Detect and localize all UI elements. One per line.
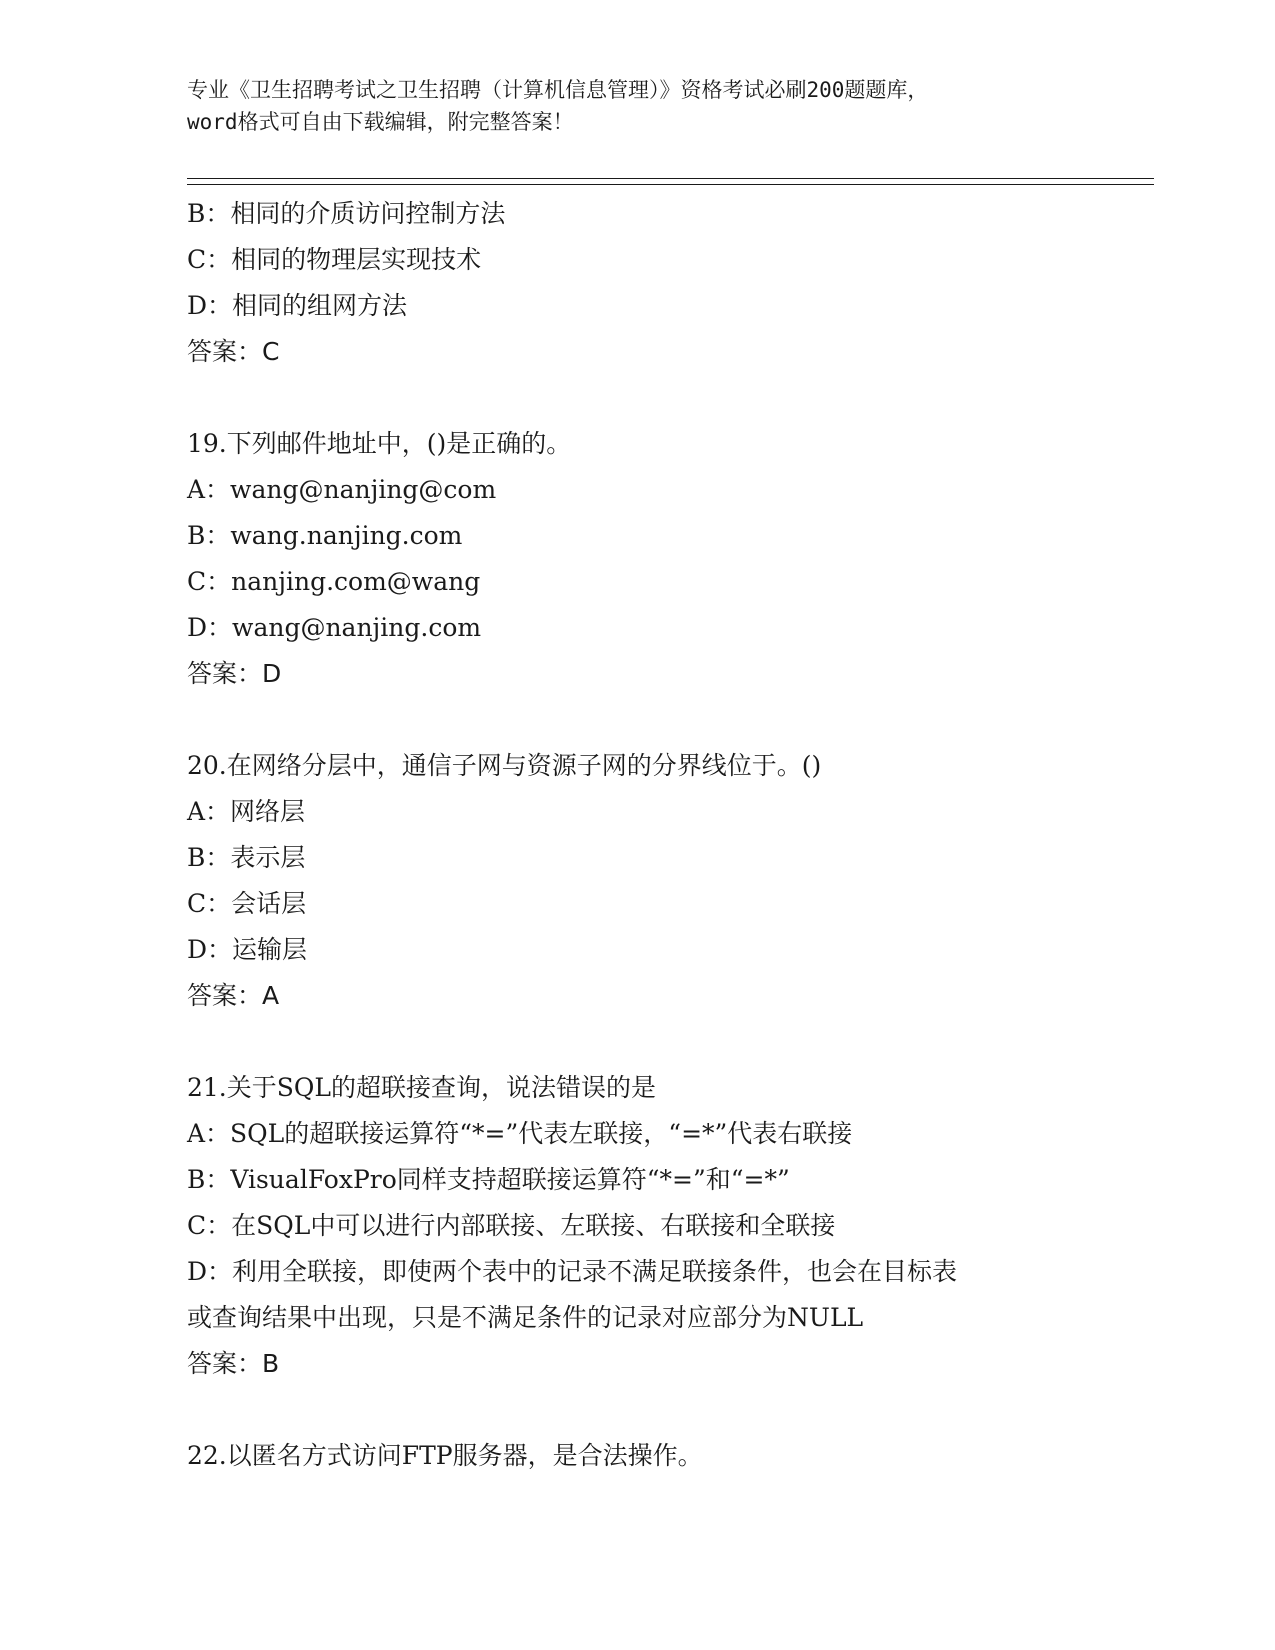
q18-option-d: D：相同的组网方法	[187, 291, 408, 320]
spacer	[187, 697, 1087, 743]
q20-option-b: B：表示层	[187, 843, 306, 872]
q19-option-d: D：wang@nanjing.com	[187, 613, 482, 642]
q21-option-d-line-1: D：利用全联接，即使两个表中的记录不满足联接条件，也会在目标表	[187, 1257, 958, 1286]
q21-option-d-line-2: 或查询结果中出现，只是不满足条件的记录对应部分为NULL	[187, 1303, 864, 1332]
q21-question: 21.关于SQL的超联接查询，说法错误的是	[187, 1073, 656, 1102]
q21-option-c: C：在SQL中可以进行内部联接、左联接、右联接和全联接	[187, 1211, 836, 1240]
question-list	[187, 191, 1087, 1479]
q22-question: 22.以匿名方式访问FTP服务器，是合法操作。	[187, 1441, 703, 1470]
q21-option-b: B：VisualFoxPro同样支持超联接运算符“*=”和“=*”	[187, 1165, 790, 1194]
q18-option-b: B：相同的介质访问控制方法	[187, 199, 506, 228]
spacer	[187, 1019, 1087, 1065]
document-header	[187, 74, 1087, 138]
q19-option-b: B：wang.nanjing.com	[187, 521, 463, 550]
q21-option-a: A：SQL的超联接运算符“*=”代表左联接，“=*”代表右联接	[187, 1119, 853, 1148]
q19-option-c: C：nanjing.com@wang	[187, 567, 481, 596]
spacer	[187, 1387, 1087, 1433]
q19-option-a: A：wang@nanjing@com	[187, 475, 497, 504]
q18-answer: 答案：C	[187, 337, 280, 366]
q18-option-c: C：相同的物理层实现技术	[187, 245, 482, 274]
q20-answer: 答案：A	[187, 981, 280, 1010]
q21-answer: 答案：B	[187, 1349, 280, 1378]
q20-option-c: C：会话层	[187, 889, 307, 918]
header-line-1: 专业《卫生招聘考试之卫生招聘（计算机信息管理）》资格考试必刷200题题库，	[187, 78, 929, 102]
q20-option-a: A：网络层	[187, 797, 306, 826]
q20-question: 20.在网络分层中，通信子网与资源子网的分界线位于。()	[187, 751, 822, 780]
q19-answer: 答案：D	[187, 659, 282, 688]
header-divider	[187, 178, 1154, 185]
q19-question: 19.下列邮件地址中，()是正确的。	[187, 429, 572, 458]
header-line-2: word格式可自由下载编辑，附完整答案！	[187, 110, 574, 134]
spacer	[187, 375, 1087, 421]
q20-option-d: D：运输层	[187, 935, 308, 964]
